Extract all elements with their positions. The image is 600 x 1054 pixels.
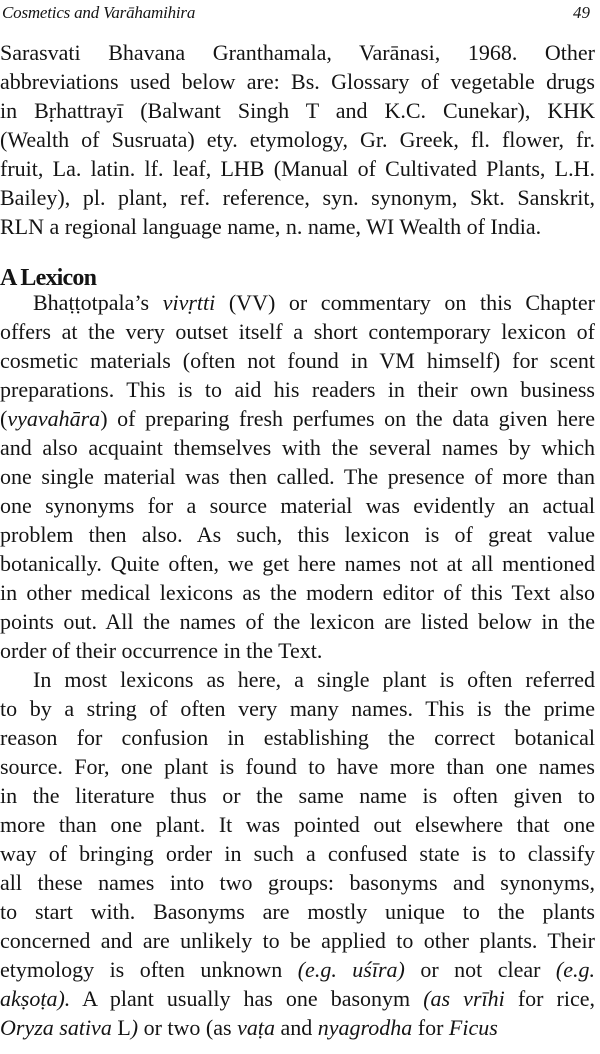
- text-run: one synonyms for a source material was evidently an actual: [0, 493, 595, 518]
- text-run: Sarasvati Bhavana Granthamala, Varānasi, 1968. Other: [0, 40, 595, 65]
- paragraph: [0, 38, 595, 241]
- paragraph: [0, 665, 595, 1042]
- text-run: abbreviations used below are: Bs. Glossary of vegetable drugs: [0, 69, 595, 94]
- text-line: [0, 549, 595, 578]
- text-line: [0, 607, 595, 636]
- text-line: [0, 67, 595, 96]
- text-run: all these names into two groups: basonyms and synonyms,: [0, 870, 595, 895]
- text-run: or not clear: [404, 957, 556, 982]
- text-run: cosmetic materials (often not found in VM himself) for scent: [0, 348, 595, 373]
- text-line: [0, 694, 595, 723]
- italic-term: vaṭa: [237, 1015, 275, 1040]
- text-run: or two (as: [138, 1015, 238, 1040]
- text-line: [0, 520, 595, 549]
- text-line: [0, 433, 595, 462]
- text-line: [0, 665, 595, 694]
- text-run: one single material was then called. The presence of more than: [0, 464, 595, 489]
- text-run: fruit, La. latin. lf. leaf, LHB (Manual of Cultivated Plants, L.H.: [0, 156, 595, 181]
- text-run: (Wealth of Susruata) ety. etymology, Gr. Greek, fl. flower, fr.: [0, 127, 595, 152]
- text-run: points out. All the names of the lexicon are listed below in the: [0, 609, 595, 634]
- text-line: [0, 984, 595, 1013]
- italic-term: Oryza sativa: [0, 1015, 112, 1040]
- paragraph: [0, 288, 595, 665]
- text-line: [0, 491, 595, 520]
- text-run: In most lexicons as here, a single plant is often referred: [33, 667, 595, 692]
- section-heading: A Lexicon: [0, 265, 97, 291]
- italic-term: vivṛtti: [162, 290, 216, 315]
- text-line: [0, 723, 595, 752]
- text-run: in other medical lexicons as the modern editor of this Text also: [0, 580, 595, 605]
- text-run: problem then also. As such, this lexicon is of great value: [0, 522, 595, 547]
- italic-term: (e.g. uśīra): [297, 957, 405, 982]
- text-line: [0, 375, 595, 404]
- italic-term: akṣoṭa).: [0, 986, 71, 1011]
- text-line: [0, 125, 595, 154]
- text-line: [0, 1013, 595, 1042]
- text-run: in Bṛhattrayī (Balwant Singh T and K.C. Cunekar), KHK: [0, 98, 595, 123]
- text-line: [0, 752, 595, 781]
- text-run: botanically. Quite often, we get here names not at all mentioned: [0, 551, 595, 576]
- page-number: 49: [573, 3, 590, 22]
- text-line: [0, 810, 595, 839]
- text-run: in the literature thus or the same name is often given to: [0, 783, 595, 808]
- italic-term: nyagrodha: [317, 1015, 413, 1040]
- text-run: offers at the very outset itself a short contemporary lexicon of: [0, 319, 595, 344]
- text-line: [0, 868, 595, 897]
- text-run: for rice,: [504, 986, 595, 1011]
- text-run: order of their occurrence in the Text.: [0, 638, 323, 663]
- page-body: [0, 38, 595, 1042]
- text-run: to start with. Basonyms are mostly unique to the plants: [0, 899, 595, 924]
- text-run: (VV) or commentary on this Chapter: [215, 290, 596, 315]
- text-run: preparations. This is to aid his readers in their own business: [0, 377, 595, 402]
- text-run: more than one plant. It was pointed out elsewhere that one: [0, 812, 595, 837]
- text-line: [0, 288, 595, 317]
- running-title: Cosmetics and Varāhamihira: [2, 3, 196, 22]
- italic-term: (e.g.: [555, 957, 595, 982]
- text-line: [0, 346, 595, 375]
- text-line: [0, 404, 595, 433]
- text-run: ) of preparing fresh perfumes on the data given here: [100, 406, 595, 431]
- text-run: and also acquaint themselves with the several names by which: [0, 435, 595, 460]
- text-line: [0, 578, 595, 607]
- text-run: concerned and are unlikely to be applied to other plants. Their: [0, 928, 595, 953]
- text-run: L: [111, 1015, 131, 1040]
- text-run: etymology is often unknown: [0, 957, 298, 982]
- text-run: way of bringing order in such a confused state is to classify: [0, 841, 595, 866]
- text-run: and: [274, 1015, 318, 1040]
- text-run: source. For, one plant is found to have more than one names: [0, 754, 595, 779]
- text-run: Bailey), pl. plant, ref. reference, syn. synonym, Skt. Sanskrit,: [0, 185, 595, 210]
- text-line: [0, 462, 595, 491]
- text-run: A plant usually has one basonym: [70, 986, 424, 1011]
- text-line: [0, 926, 595, 955]
- text-line: [0, 183, 595, 212]
- text-line: [0, 154, 595, 183]
- italic-term: Ficus: [448, 1015, 498, 1040]
- text-line: [0, 636, 595, 665]
- text-line: [0, 96, 595, 125]
- text-run: Bhaṭṭotpala’s: [33, 290, 163, 315]
- text-line: [0, 781, 595, 810]
- running-header: [0, 0, 600, 30]
- text-line: [0, 212, 595, 241]
- italic-term: vyavahāra: [7, 406, 101, 431]
- text-run: RLN a regional language name, n. name, WI Wealth of India.: [0, 214, 542, 239]
- text-line: [0, 897, 595, 926]
- text-run: reason for confusion in establishing the correct botanical: [0, 725, 595, 750]
- text-run: to by a string of often very many names. This is the prime: [0, 696, 595, 721]
- text-run: (: [0, 406, 8, 431]
- text-run: for: [412, 1015, 449, 1040]
- italic-term: ): [130, 1015, 139, 1040]
- text-line: [0, 839, 595, 868]
- italic-term: (as vrīhi: [423, 986, 505, 1011]
- text-line: [0, 955, 595, 984]
- text-line: [0, 317, 595, 346]
- text-line: [0, 38, 595, 67]
